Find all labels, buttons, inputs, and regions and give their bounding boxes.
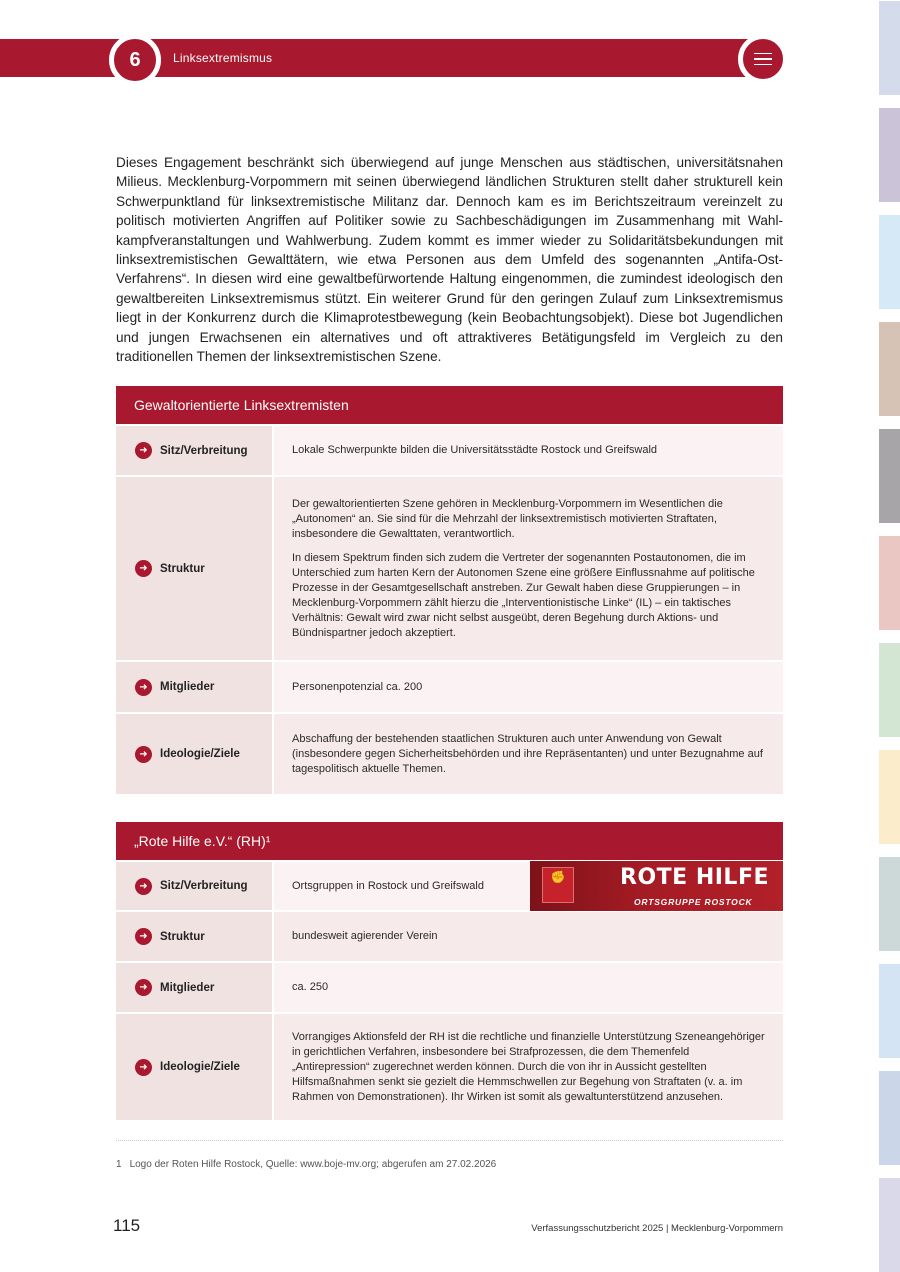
chapter-tab[interactable]	[879, 536, 900, 630]
hamburger-menu-icon	[754, 53, 772, 55]
arrow-right-icon: ➜	[135, 928, 152, 945]
row-label: ➜ Ideologie/Ziele	[116, 714, 274, 794]
chapter-tab[interactable]	[879, 643, 900, 737]
row-value: Vorrangiges Aktionsfeld der RH ist die rechtliche und finanzielle Unterstützung Szeneangehöriger in gerichtlichen Verfahren, insbesondere bei Strafprozessen, die dem Themenfeld „Antirepression“ zugerechnet werden können. Durch die von ihr in Aussicht gestellten Hilfsmaßnahmen senkt sie gezielt die Hemmschwellen zur Begehung von Straftaten (v. a. im Rahmen von Demonstrationen). Ihr Wirken ist somit als gewaltunterstützend anzusehen.	[274, 1014, 783, 1120]
menu-button[interactable]	[738, 34, 788, 84]
chapter-tab[interactable]	[879, 322, 900, 416]
row-value: Ortsgruppen in Rostock und Greifswald ✊ ROTE HILFE ORTSGRUPPE ROSTOCK	[274, 862, 783, 910]
chapter-tab[interactable]	[879, 1178, 900, 1272]
page-number: 115	[113, 1216, 141, 1235]
table-row	[116, 961, 783, 1012]
chapter-tab[interactable]	[879, 1, 900, 95]
table-row	[116, 910, 783, 961]
flag-icon: ✊	[542, 867, 574, 903]
table-row	[116, 660, 783, 712]
chapter-tab[interactable]	[879, 429, 900, 523]
table-rote-hilfe	[116, 822, 783, 1120]
arrow-right-icon: ➜	[135, 979, 152, 996]
row-label: ➜ Mitglieder	[116, 662, 274, 712]
row-label: ➜ Struktur	[116, 477, 274, 660]
row-value: ca. 250	[274, 963, 783, 1012]
table-row	[116, 424, 783, 475]
footnote-text: Logo der Roten Hilfe Rostock, Quelle: www.boje-mv.org; abgerufen am 27.02.2026	[129, 1159, 497, 1170]
chapter-tab[interactable]	[879, 1071, 900, 1165]
row-label: ➜ Ideologie/Ziele	[116, 1014, 274, 1120]
rote-hilfe-logo	[530, 861, 783, 911]
arrow-right-icon: ➜	[135, 679, 152, 696]
arrow-right-icon: ➜	[135, 560, 152, 577]
row-value: Personenpotenzial ca. 200	[274, 662, 783, 712]
row-label: ➜ Sitz/Verbreitung	[116, 426, 274, 475]
row-value: Der gewaltorientierten Szene gehören in Mecklenburg-Vorpommern im Wesentlichen die „Autonomen“ an. Sie sind für die Mehrzahl der linksextremistisch motivierten Straftaten, insbesondere die Gewalttaten, verantwortlich. In diesem Spektrum finden sich zudem die Vertreter der sogenannten Postautonomen, die im Unterschied zum harten Kern der Autonomen Szene eine größere Einflussnahme auf politische Prozesse in der Gesamtgesellschaft anstreben. Zur Gewalt haben diese Gruppierungen – in Mecklenburg-Vorpommern zählt hierzu die „Interventionistische Linke“ (IL) – ein taktisches Verhältnis: Gewalt wird zwar nicht selbst ausgeübt, deren Begehung durch Aktions- und Bündnispartner jedoch akzeptiert.	[274, 477, 783, 660]
logo-subtitle: ORTSGRUPPE ROSTOCK	[634, 897, 753, 907]
chapter-title: Linksextremismus	[173, 51, 273, 65]
chapter-tab[interactable]	[879, 964, 900, 1058]
row-value: Abschaffung der bestehenden staatlichen Strukturen auch unter Anwendung von Gewalt (insbesondere gegen Sicherheitsbehörden und ihre Repräsentanten) und unter Bezugnahme auf tagespolitisch aktuelle Themen.	[274, 714, 783, 794]
row-label: ➜ Mitglieder	[116, 963, 274, 1012]
logo-brand: ROTE HILFE	[620, 865, 770, 890]
row-label: ➜ Sitz/Verbreitung	[116, 862, 274, 910]
row-value: bundesweit agierender Verein	[274, 912, 783, 961]
arrow-right-icon: ➜	[135, 1059, 152, 1076]
arrow-right-icon: ➜	[135, 878, 152, 895]
footnote-number: 1	[116, 1159, 122, 1170]
table-title: „Rote Hilfe e.V.“ (RH)¹	[116, 822, 783, 860]
table-row	[116, 860, 783, 910]
footnote	[116, 1159, 496, 1170]
chapter-tab[interactable]	[879, 750, 900, 844]
table-row	[116, 475, 783, 660]
chapter-tab[interactable]	[879, 857, 900, 951]
chapter-tab[interactable]	[879, 108, 900, 202]
table-row	[116, 1012, 783, 1120]
table-title: Gewaltorientierte Linksextremisten	[116, 386, 783, 424]
table-row	[116, 712, 783, 794]
arrow-right-icon: ➜	[135, 442, 152, 459]
table-gewaltorientierte-linksextremisten	[116, 386, 783, 794]
footer-title: Verfassungsschutzbericht 2025 | Mecklenburg-Vorpommern	[531, 1223, 783, 1234]
row-value: Lokale Schwerpunkte bilden die Universitätsstädte Rostock und Greifswald	[274, 426, 783, 475]
chapter-number-badge: 6	[109, 34, 161, 86]
footnote-divider	[116, 1140, 783, 1141]
chapter-tab[interactable]	[879, 215, 900, 309]
row-label: ➜ Struktur	[116, 912, 274, 961]
arrow-right-icon: ➜	[135, 746, 152, 763]
intro-paragraph: Dieses Engagement beschränkt sich überwiegend auf junge Menschen aus städtischen, universitätsnahen Milieus. Mecklenburg-Vorpommern mit seinen überwiegend ländlichen Strukturen stellt daher strukturell kein Schwerpunktland für linksextremistische Militanz dar. Dennoch kam es im Berichtszeitraum vereinzelt zu politisch motivierten Angriffen auf Politiker sowie zu Sachbeschädigungen im Zusammenhang mit Wahlkampfveranstaltungen und Wahlwerbung. Zudem kommt es immer wieder zu Solidaritätsbekundungen mit linksextremistischen Gewalttätern, wie etwa Personen aus dem Umfeld des sogenannten „Antifa-Ost-Verfahrens“. In diesen wird eine gewaltbefürwortende Haltung eingenommen, die zumindest ideologisch den gewaltbereiten Linksextremismus stützt. Ein weiterer Grund für den geringen Zulauf zum Linksextremismus liegt in der Konkurrenz durch die Klimaprotestbewegung (kein Beobachtungsobjekt). Diese bot Jugendlichen und jungen Erwachsenen ein alternatives und oft attraktiveres Betätigungsfeld im Vergleich zu den traditionellen Themen der linksextremistischen Szene.	[116, 155, 783, 365]
